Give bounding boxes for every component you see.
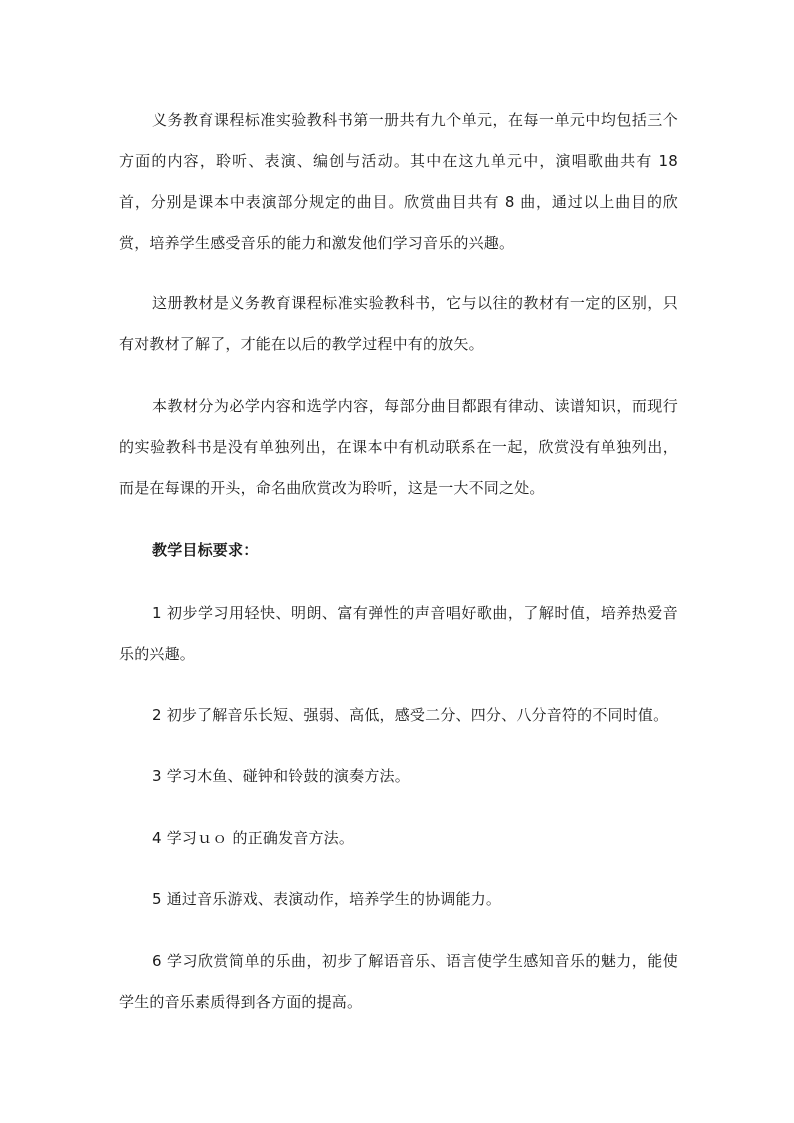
intro-paragraph: 义务教育课程标准实验教科书第一册共有九个单元，在每一单元中均包括三个方面的内容，聆听、表演、编创与活动。其中在这九单元中，演唱歌曲共有 18 首，分别是课本中表演部分规定的曲目。欣赏曲目共有 8 曲，通过以上曲目的欣赏，培养学生感受音乐的能力和激发他们学习音乐的兴趣。 — [119, 111, 678, 252]
goal-item-5: 5 通过音乐游戏、表演动作，培养学生的协调能力。 — [152, 890, 502, 908]
goal-item-2: 2 初步了解音乐长短、强弱、高低，感受二分、四分、八分音符的不同时值。 — [152, 706, 669, 724]
content-structure-paragraph: 本教材分为必学内容和选学内容，每部分曲目都跟有律动、读谱知识，而现行的实验教科书是没有单独列出，在课本中有机动联系在一起，欣赏没有单独列出，而是在每课的开头，命名曲欣赏改为聆听，这是一大不同之处。 — [119, 397, 678, 497]
textbook-paragraph: 这册教材是义务教育课程标准实验教科书，它与以往的教材有一定的区别，只有对教材了解了，才能在以后的教学过程中有的放矢。 — [119, 294, 678, 353]
section-heading: 教学目标要求： — [152, 541, 259, 559]
goal-item-1: 1 初步学习用轻快、明朗、富有弹性的声音唱好歌曲，了解时值，培养热爱音乐的兴趣。 — [119, 604, 678, 663]
goal-item-3: 3 学习木鱼、碰钟和铃鼓的演奏方法。 — [152, 767, 410, 785]
goal-item-4: 4 学习ｕｏ 的正确发音方法。 — [152, 829, 355, 847]
goal-item-6: 6 学习欣赏简单的乐曲，初步了解语音乐、语言使学生感知音乐的魅力，能使学生的音乐素质得到各方面的提高。 — [119, 952, 678, 1011]
